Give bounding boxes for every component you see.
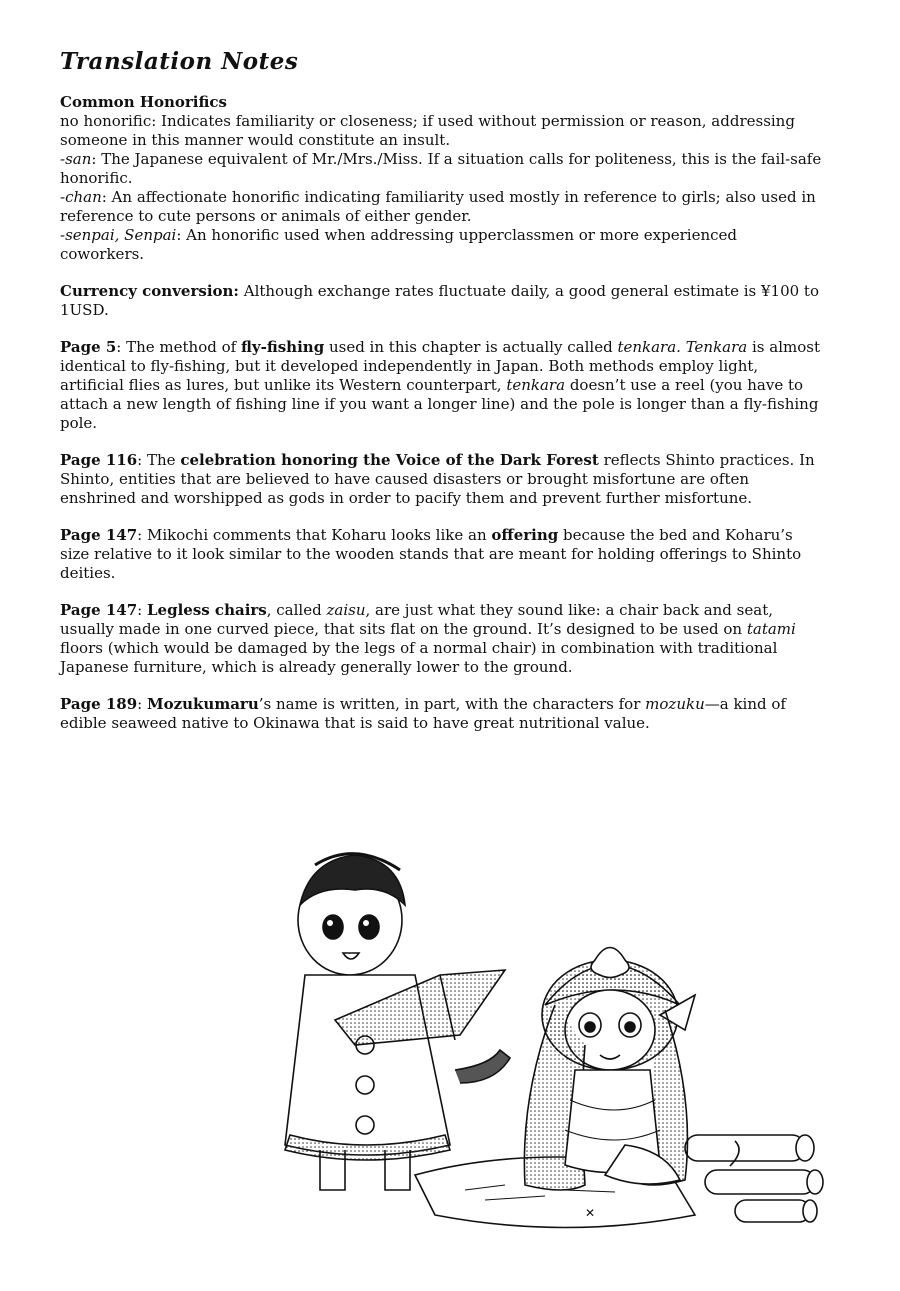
chibi-characters-illustration xyxy=(265,845,830,1250)
note-page-147-offering: Page 147: Mikochi comments that Koharu looks like an offering because the bed and Koharu’s size relative to it look similar to the wooden stands that are meant for holding offerings to Shinto deities. xyxy=(60,526,802,582)
note-page-5: Page 5: The method of fly-fishing used in this chapter is actually called tenkara. Tenkara is almost identical to fly-fishing, but it developed independently in Japan. Both methods employ light, artificial flies as lures, but unlike its Western counterpart, tenkara doesn’t use a reel (you have to attach a new length of fishing line if you want a longer line) and the pole is longer than a fly-fishing pole. xyxy=(60,338,820,432)
honorific-none: no honorific: Indicates familiarity or closeness; if used without permission or reason, addressing someone in this manner would constitute an insult. xyxy=(60,112,795,149)
rolled-scrolls xyxy=(685,1135,823,1222)
mikochi-character xyxy=(524,948,695,1191)
honorific-senpai: -senpai, Senpai: An honorific used when addressing upperclassmen or more experienced coworkers. xyxy=(60,226,737,263)
note-page-189: Page 189: Mozukumaru’s name is written, in part, with the characters for mozuku—a kind of edible seaweed native to Okinawa that is said to have great nutritional value. xyxy=(60,695,786,732)
honorifics-section xyxy=(60,93,825,264)
note-page-147-chairs: Page 147: Legless chairs, called zaisu, are just what they sound like: a chair back and seat, usually made in one curved piece, that sits flat on the ground. It’s designed to be used on tatami floors (which would be damaged by the legs of a normal chair) in combination with traditional Japanese furniture, which is already generally lower to the ground. xyxy=(60,601,796,676)
note-page-116: Page 116: The celebration honoring the Voice of the Dark Forest reflects Shinto practices. In Shinto, entities that are believed to have caused disasters or brought misfortune are often enshrined and worshipped as gods in order to pacify them and prevent further misfortune. xyxy=(60,451,815,507)
currency-note: Currency conversion: Although exchange rates fluctuate daily, a good general estimate is ¥100 to 1USD. xyxy=(60,282,819,319)
honorific-chan: -chan: An affectionate honorific indicating familiarity used mostly in reference to girls; also used in reference to cute persons or animals of either gender. xyxy=(60,188,816,225)
honorifics-heading: Common Honorifics xyxy=(60,93,227,111)
translation-notes-page xyxy=(60,48,825,751)
page-title: Translation Notes xyxy=(60,48,299,75)
honorific-san: -san: The Japanese equivalent of Mr./Mrs./Miss. If a situation calls for politeness, this is the fail-safe honorific. xyxy=(60,150,822,187)
koharu-character xyxy=(285,854,510,1190)
svg-text:✕: ✕ xyxy=(585,1206,596,1220)
